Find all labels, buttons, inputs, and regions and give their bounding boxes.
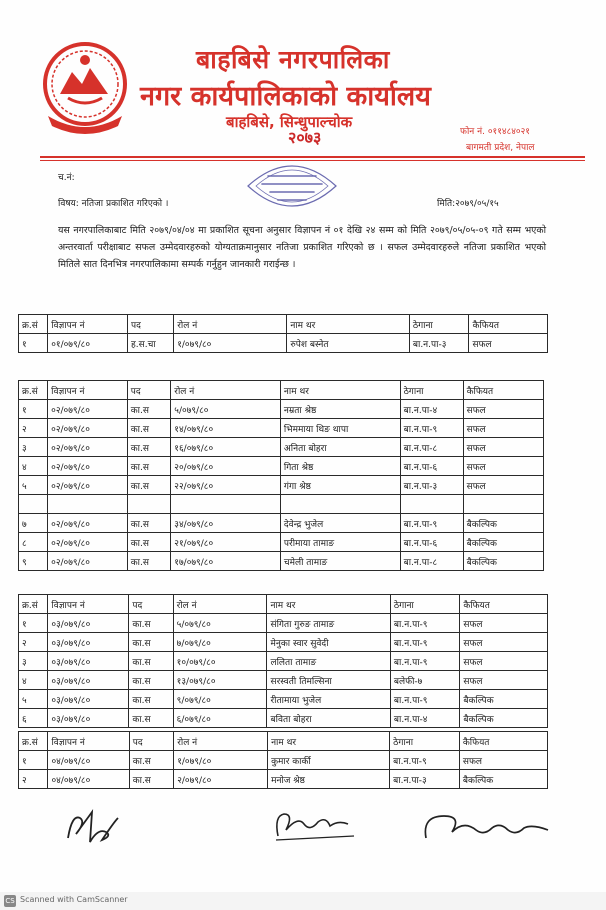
- table-cell: २: [19, 770, 48, 789]
- column-header: पद: [127, 381, 171, 400]
- table-cell: का.स: [129, 614, 173, 633]
- table-cell: बा.न.पा-६: [400, 457, 463, 476]
- table-cell: बा.न.पा-९: [390, 652, 459, 671]
- table-cell: ०२/०७९/८०: [48, 457, 128, 476]
- table-cell: ०३/०७९/८०: [48, 709, 129, 728]
- table-cell: [19, 495, 48, 514]
- table-cell: कुमार कार्की: [268, 751, 390, 770]
- column-header: विज्ञापन नं: [48, 381, 128, 400]
- table-cell: २०/०७९/८०: [171, 457, 281, 476]
- table-cell: ९: [19, 552, 48, 571]
- table-cell: सफल: [469, 334, 548, 353]
- table-cell: १४/०७९/८०: [171, 419, 281, 438]
- table-cell: गिता श्रेष्ठ: [280, 457, 400, 476]
- table-cell: ६: [19, 709, 48, 728]
- table-row: [19, 751, 548, 770]
- table-cell: ०३/०७९/८०: [48, 633, 129, 652]
- table-cell: का.स: [127, 457, 171, 476]
- table-header-row: [19, 595, 548, 614]
- table-cell: ४: [19, 457, 48, 476]
- table-cell: मेनुका स्वार सुवेदी: [267, 633, 390, 652]
- table-row: [19, 334, 548, 353]
- table-cell: बैकल्पिक: [460, 709, 548, 728]
- table-cell: ०१/०७९/८०: [48, 334, 128, 353]
- table-cell: ३: [19, 652, 48, 671]
- table-cell: सफल: [463, 400, 543, 419]
- table-cell: २२/०७९/८०: [171, 476, 281, 495]
- table-cell: ५/०७९/८०: [173, 614, 267, 633]
- table-row: [19, 533, 544, 552]
- table-cell: बा.न.पा-४: [390, 709, 459, 728]
- table-row: [19, 709, 548, 728]
- table-cell: मनोज श्रेष्ठ: [268, 770, 390, 789]
- table-cell: सफल: [463, 438, 543, 457]
- table-cell: ६/०७९/८०: [173, 709, 267, 728]
- table-cell: बैकल्पिक: [463, 533, 543, 552]
- table-cell: ३: [19, 438, 48, 457]
- table-cell: ७: [19, 514, 48, 533]
- table-cell: सफल: [463, 476, 543, 495]
- table-cell: बैकल्पिक: [460, 690, 548, 709]
- table-cell: १/०७९/८०: [174, 334, 287, 353]
- office-address: बाहबिसे, सिन्धुपाल्चोक: [226, 113, 353, 131]
- province-text: बागमती प्रदेश, नेपाल: [466, 143, 535, 153]
- table-cell: ०३/०७९/८०: [48, 614, 129, 633]
- table-cell: ह.स.चा: [128, 334, 174, 353]
- table-cell: बा.न.पा-३: [390, 770, 460, 789]
- table-cell: [48, 495, 128, 514]
- column-header: विज्ञापन नं: [48, 595, 129, 614]
- table-row: [19, 457, 544, 476]
- table-cell: ५: [19, 476, 48, 495]
- reference-number: च.नं:: [58, 173, 75, 183]
- column-header: नाम थर: [287, 315, 409, 334]
- table-cell: का.स: [127, 419, 171, 438]
- result-table-3: [18, 594, 548, 728]
- phone-number: फोन नं. ०११४८४०२१: [460, 127, 530, 137]
- result-table-1: [18, 314, 548, 353]
- table-cell: १: [19, 751, 48, 770]
- column-header: नाम थर: [280, 381, 400, 400]
- table-cell: ०२/०७९/८०: [48, 514, 128, 533]
- table-cell: का.स: [129, 690, 173, 709]
- signature-1-icon: [62, 808, 122, 848]
- table-row: [19, 495, 544, 514]
- table-row: [19, 419, 544, 438]
- table-cell: का.स: [129, 652, 173, 671]
- letter-subject: विषय: नतिजा प्रकाशित गरिएको ।: [58, 199, 169, 209]
- table-row: [19, 671, 548, 690]
- table-row: [19, 614, 548, 633]
- table-cell: बा.न.पा-९: [400, 514, 463, 533]
- table-cell: सफल: [460, 614, 548, 633]
- table-header-row: [19, 732, 548, 751]
- table-cell: ०२/०७९/८०: [48, 533, 128, 552]
- column-header: रोल नं: [173, 595, 267, 614]
- table-cell: [463, 495, 543, 514]
- table-cell: बा.न.पा-८: [400, 552, 463, 571]
- table-cell: १०/०७९/८०: [173, 652, 267, 671]
- table-cell: बैकल्पिक: [463, 514, 543, 533]
- table-header-row: [19, 315, 548, 334]
- column-header: क्र.सं: [19, 381, 48, 400]
- table-cell: का.स: [127, 476, 171, 495]
- signature-2-icon: [268, 806, 358, 846]
- table-cell: ७/०७९/८०: [173, 633, 267, 652]
- table-cell: सफल: [459, 751, 547, 770]
- table-cell: का.स: [129, 751, 173, 770]
- table-cell: [171, 495, 281, 514]
- scanner-watermark: [0, 892, 606, 910]
- table-cell: संगिता गुरुङ तामाङ: [267, 614, 390, 633]
- result-table-2: [18, 380, 544, 571]
- table-cell: बा.न.पा-९: [390, 633, 459, 652]
- column-header: रोल नं: [174, 315, 287, 334]
- table-cell: ०४/०७९/८०: [48, 770, 129, 789]
- table-cell: का.स: [129, 671, 173, 690]
- table-cell: ९/०७९/८०: [173, 690, 267, 709]
- table-row: [19, 652, 548, 671]
- letter-date: मिति:२०७९/०५/१५: [437, 199, 499, 209]
- table-cell: सफल: [463, 457, 543, 476]
- column-header: विज्ञापन नं: [48, 732, 129, 751]
- table-cell: ०३/०७९/८०: [48, 652, 129, 671]
- result-table-4: [18, 731, 548, 789]
- municipality-title: बाहबिसे नगरपालिका: [196, 45, 390, 74]
- column-header: नाम थर: [268, 732, 390, 751]
- table-cell: रीतामाया भुजेल: [267, 690, 390, 709]
- letter-body: यस नगरपालिकाबाट मिति २०७९/०४/०४ मा प्रकाशित सूचना अनुसार विज्ञापन नं ०१ देखि २४ सम्म को मिति २०७९/०५/०५-०९ गते सम्म भएको अन्तरवार्ता परीक्षाबाट सफल उम्मेदवारहरुको योग्यताक्रमानुसार नतिजा प्रकाशित गरिएको छ । सफल उम्मेदवारहरुले नतिजा प्रकाशित भएको मितिले सात दिनभित्र नगरपालिकामा सम्पर्क गर्नुहुन जानकारी गराईन्छ ।: [58, 225, 546, 270]
- table-cell: ०३/०७९/८०: [48, 690, 129, 709]
- table-cell: गंगा श्रेष्ठ: [280, 476, 400, 495]
- government-emblem-icon: [38, 38, 132, 134]
- table-cell: २/०७९/८०: [174, 770, 268, 789]
- table-cell: बा.न.पा-९: [390, 614, 459, 633]
- table-cell: का.स: [127, 552, 171, 571]
- column-header: पद: [128, 315, 174, 334]
- table-cell: [127, 495, 171, 514]
- table-cell: १७/०७९/८०: [171, 552, 281, 571]
- table-cell: का.स: [127, 533, 171, 552]
- column-header: विज्ञापन नं: [48, 315, 128, 334]
- table-cell: ०२/०७९/८०: [48, 419, 128, 438]
- table-cell: ०३/०७९/८०: [48, 671, 129, 690]
- office-title: नगर कार्यपालिकाको कार्यालय: [140, 81, 431, 112]
- table-cell: परीमाया तामाङ: [280, 533, 400, 552]
- table-cell: चमेली तामाङ: [280, 552, 400, 571]
- table-cell: १: [19, 400, 48, 419]
- table-cell: का.स: [127, 438, 171, 457]
- camscanner-logo-icon: CS: [5, 897, 15, 905]
- table-row: [19, 690, 548, 709]
- table-cell: बा.न.पा-८: [400, 438, 463, 457]
- table-row: [19, 400, 544, 419]
- column-header: क्र.सं: [19, 595, 48, 614]
- table-cell: १: [19, 334, 48, 353]
- table-cell: सफल: [463, 419, 543, 438]
- column-header: कैफियत: [463, 381, 543, 400]
- table-cell: ०२/०७९/८०: [48, 400, 128, 419]
- column-header: ठेगाना: [409, 315, 469, 334]
- table-cell: [280, 495, 400, 514]
- table-cell: सफल: [460, 671, 548, 690]
- table-cell: अनिता बोहरा: [280, 438, 400, 457]
- table-cell: बा.न.पा-९: [390, 751, 460, 770]
- table-cell: १३/०७९/८०: [173, 671, 267, 690]
- table-cell: का.स: [129, 709, 173, 728]
- table-cell: २: [19, 419, 48, 438]
- column-header: ठेगाना: [400, 381, 463, 400]
- office-stamp-icon: [242, 150, 342, 222]
- table-row: [19, 514, 544, 533]
- table-cell: बलेफी-७: [390, 671, 459, 690]
- column-header: कैफियत: [459, 732, 547, 751]
- table-cell: बा.न.पा-६: [400, 533, 463, 552]
- table-row: [19, 476, 544, 495]
- table-cell: का.स: [127, 400, 171, 419]
- column-header: रोल नं: [171, 381, 281, 400]
- table-cell: ५: [19, 690, 48, 709]
- table-row: [19, 438, 544, 457]
- column-header: नाम थर: [267, 595, 390, 614]
- signature-3-icon: [418, 808, 558, 848]
- table-cell: बा.न.पा-३: [400, 476, 463, 495]
- column-header: क्र.सं: [19, 732, 48, 751]
- table-cell: ८: [19, 533, 48, 552]
- table-cell: ५/०७९/८०: [171, 400, 281, 419]
- table-row: [19, 770, 548, 789]
- table-cell: का.स: [129, 770, 173, 789]
- table-cell: बविता बोहरा: [267, 709, 390, 728]
- table-row: [19, 633, 548, 652]
- table-cell: ललिता तामाङ: [267, 652, 390, 671]
- table-cell: १: [19, 614, 48, 633]
- table-cell: ०४/०७९/८०: [48, 751, 129, 770]
- table-cell: ०२/०७९/८०: [48, 476, 128, 495]
- table-cell: बा.न.पा-४: [400, 400, 463, 419]
- column-header: कैफियत: [469, 315, 548, 334]
- table-cell: बा.न.पा-३: [409, 334, 469, 353]
- column-header: पद: [129, 595, 173, 614]
- table-cell: नम्रता श्रेष्ठ: [280, 400, 400, 419]
- table-cell: ०२/०७९/८०: [48, 552, 128, 571]
- table-cell: का.स: [127, 514, 171, 533]
- table-cell: २१/०७९/८०: [171, 533, 281, 552]
- table-cell: रुपेश बस्नेत: [287, 334, 409, 353]
- table-cell: बैकल्पिक: [459, 770, 547, 789]
- table-cell: बैकल्पिक: [463, 552, 543, 571]
- column-header: पद: [129, 732, 173, 751]
- table-cell: सफल: [460, 633, 548, 652]
- table-cell: सफल: [460, 652, 548, 671]
- table-cell: [400, 495, 463, 514]
- table-cell: बा.न.पा-९: [390, 690, 459, 709]
- table-row: [19, 552, 544, 571]
- table-cell: २: [19, 633, 48, 652]
- table-cell: ३४/०७९/८०: [171, 514, 281, 533]
- table-cell: १६/०७९/८०: [171, 438, 281, 457]
- table-cell: ४: [19, 671, 48, 690]
- table-header-row: [19, 381, 544, 400]
- scanner-text: Scanned with CamScanner: [20, 895, 128, 904]
- established-year: २०७३: [288, 128, 322, 147]
- table-cell: का.स: [129, 633, 173, 652]
- table-cell: ०२/०७९/८०: [48, 438, 128, 457]
- table-cell: सरस्वती तिमल्सिना: [267, 671, 390, 690]
- column-header: ठेगाना: [390, 732, 460, 751]
- column-header: कैफियत: [460, 595, 548, 614]
- column-header: रोल नं: [174, 732, 268, 751]
- table-cell: १/०७९/८०: [174, 751, 268, 770]
- table-cell: भिममाया थिङ थापा: [280, 419, 400, 438]
- column-header: ठेगाना: [390, 595, 459, 614]
- table-cell: देवेन्द्र भुजेल: [280, 514, 400, 533]
- column-header: क्र.सं: [19, 315, 48, 334]
- table-cell: बा.न.पा-९: [400, 419, 463, 438]
